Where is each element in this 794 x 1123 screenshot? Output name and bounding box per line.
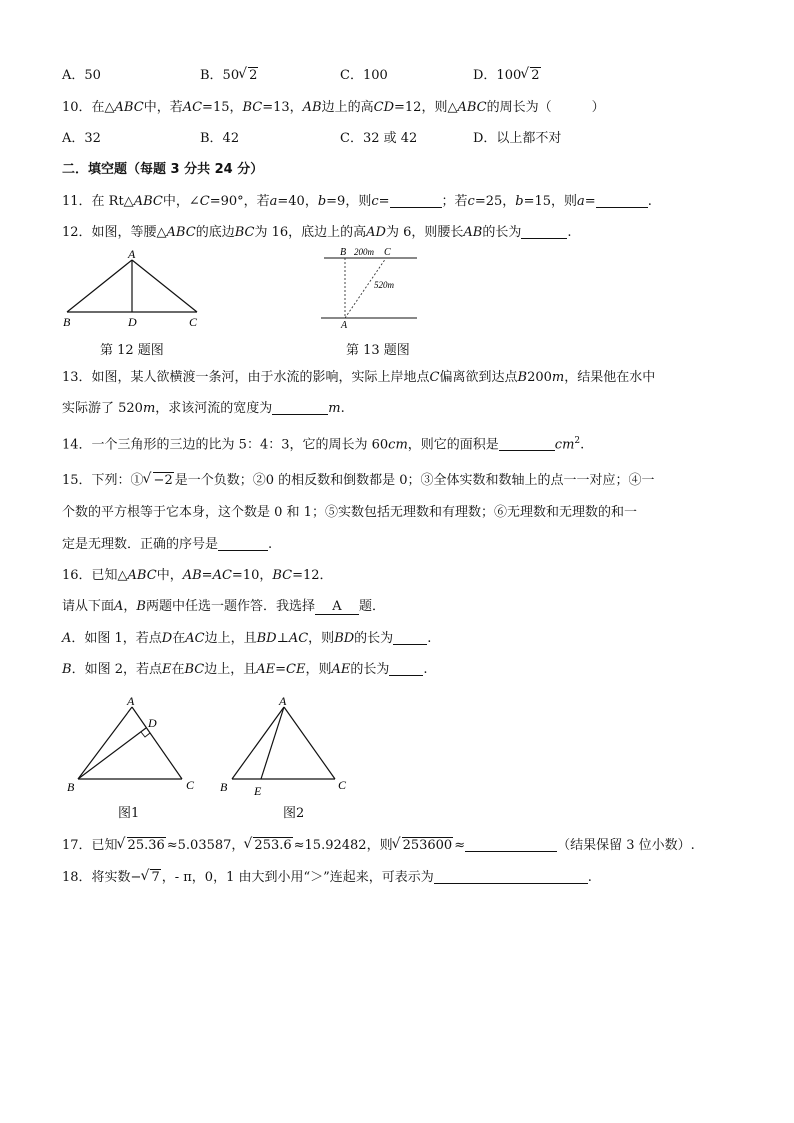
fig2-label-b: B	[220, 780, 228, 794]
fig13-label-a: A	[341, 320, 348, 331]
fig12-side-ab	[67, 260, 132, 312]
q15-line3: 定是无理数．正确的序号是 .	[62, 537, 273, 552]
q14-blank[interactable]	[499, 437, 555, 451]
fig2-label-c: C	[338, 778, 347, 792]
q16-line1: 16．已知△ABC中，AB=AC=10，BC=12．	[62, 568, 333, 583]
q18-blank[interactable]	[434, 870, 588, 884]
figure-12-triangle	[58, 248, 218, 330]
q9-option-b: B．50 √ 2	[200, 66, 258, 83]
q12-blank[interactable]	[521, 225, 567, 239]
q17: 17．已知 √ 25.36 ≈5.03587， √ 253.6 ≈15.92482，则 √ 253600 ≈ （结果保留 3 位小数）.	[62, 836, 695, 853]
q16b-blank[interactable]	[389, 662, 423, 676]
fig12-caption: 第 12 题图	[100, 343, 164, 358]
q16-choice-blank[interactable]: A	[315, 599, 359, 615]
fig13-caption: 第 13 题图	[346, 343, 410, 358]
fig1-label-b: B	[67, 780, 75, 794]
q13-line1: 13．如图，某人欲横渡一条河，由于水流的影响，实际上岸地点C偏离欲到达点B200m，结果他在水中	[62, 370, 656, 385]
fig13-dist-diag: 520m	[374, 280, 394, 290]
q15-blank[interactable]	[218, 537, 268, 551]
q9-option-a: A．50	[62, 68, 101, 83]
fig2-label-e: E	[254, 784, 262, 798]
q13-line2: 实际游了 520m，求该河流的宽度为 m.	[62, 401, 345, 416]
fig1-label-a: A	[127, 694, 135, 708]
q10-option-a: A．32	[62, 131, 101, 146]
q12: 12．如图，等腰△ABC的底边BC为 16，底边上的高AD为 6，则腰长AB的长为 .	[62, 225, 572, 240]
q10-option-b: B．42	[200, 131, 240, 146]
q10-option-d: D．以上都不对	[473, 131, 562, 146]
q10-option-c: C．32 或 42	[340, 131, 418, 146]
q16-option-a: A．如图 1，若点D在AC边上，且BD⊥AC，则BD的长为 .	[62, 631, 432, 646]
fig13-dist-top: 200m	[354, 247, 374, 257]
q9-options	[0, 67, 794, 85]
fig1-label-d: D	[148, 716, 157, 730]
fig12-label-b: B	[63, 315, 71, 329]
q16a-blank[interactable]	[393, 631, 427, 645]
q10-options	[0, 130, 794, 148]
q18: 18．将实数− √ 7 ，- π，0，1 由大到小用“＞”连起来，可表示为 .	[62, 868, 592, 885]
q15-line1: 15．下列：① √ −2 是一个负数；②0 的相反数和倒数都是 0；③全体实数和数轴上的点一一对应；④一	[62, 471, 655, 488]
q14: 14．一个三角形的三边的比为 5：4：3，它的周长为 60cm，则它的面积是 $cm^2$.	[62, 436, 585, 453]
fig1-segment-bd	[78, 728, 146, 779]
figure-2-triangle	[214, 693, 354, 801]
fig12-label-a: A	[128, 248, 136, 261]
fig1-right-angle-mark	[141, 732, 150, 737]
q11: 11．在 Rt△ABC中，∠C=90°，若a=40，b=9，则c= ；若c=25，b=15，则a= .	[62, 194, 652, 209]
fig12-side-ac	[132, 260, 197, 312]
fig12-label-d: D	[128, 315, 137, 329]
q9-option-d: D．100 √ 2	[473, 66, 540, 83]
fig13-label-c: C	[384, 247, 391, 258]
q13-blank[interactable]	[272, 401, 328, 415]
q9-option-c: C．100	[340, 68, 388, 83]
fig2-caption: 图2	[283, 806, 305, 821]
fig1-caption: 图1	[118, 806, 140, 821]
fig2-side-ac	[284, 707, 335, 779]
fig1-side-ac	[132, 707, 182, 779]
fig1-side-ab	[78, 707, 132, 779]
q11-blank-1[interactable]	[390, 194, 442, 208]
q10-stem: 10．在△ABC中，若AC=15，BC=13，AB边上的高CD=12，则△ABC的周长为（ ）	[62, 100, 605, 115]
section-title: 二．填空题（每题 3 分共 24 分）	[62, 162, 264, 177]
fig2-side-ab	[232, 707, 284, 779]
q16-line2: 请从下面A，B两题中任选一题作答．我选择 A 题．	[62, 599, 386, 614]
fig1-label-c: C	[186, 778, 195, 792]
q11-blank-2[interactable]	[596, 194, 648, 208]
figure-13-river	[316, 244, 426, 332]
fig2-label-a: A	[279, 694, 287, 708]
q17-blank[interactable]	[465, 838, 557, 852]
figure-1-triangle	[62, 693, 202, 801]
fig2-segment-ae	[261, 707, 284, 779]
fig13-label-b: B	[340, 247, 347, 258]
q16-option-b: B．如图 2，若点E在BC边上，且AE=CE，则AE的长为 .	[62, 662, 428, 677]
fig12-label-c: C	[189, 315, 198, 329]
q15-line2: 个数的平方根等于它本身，这个数是 0 和 1；⑤实数包括无理数和有理数；⑥无理数和无理数的和一	[62, 505, 637, 520]
